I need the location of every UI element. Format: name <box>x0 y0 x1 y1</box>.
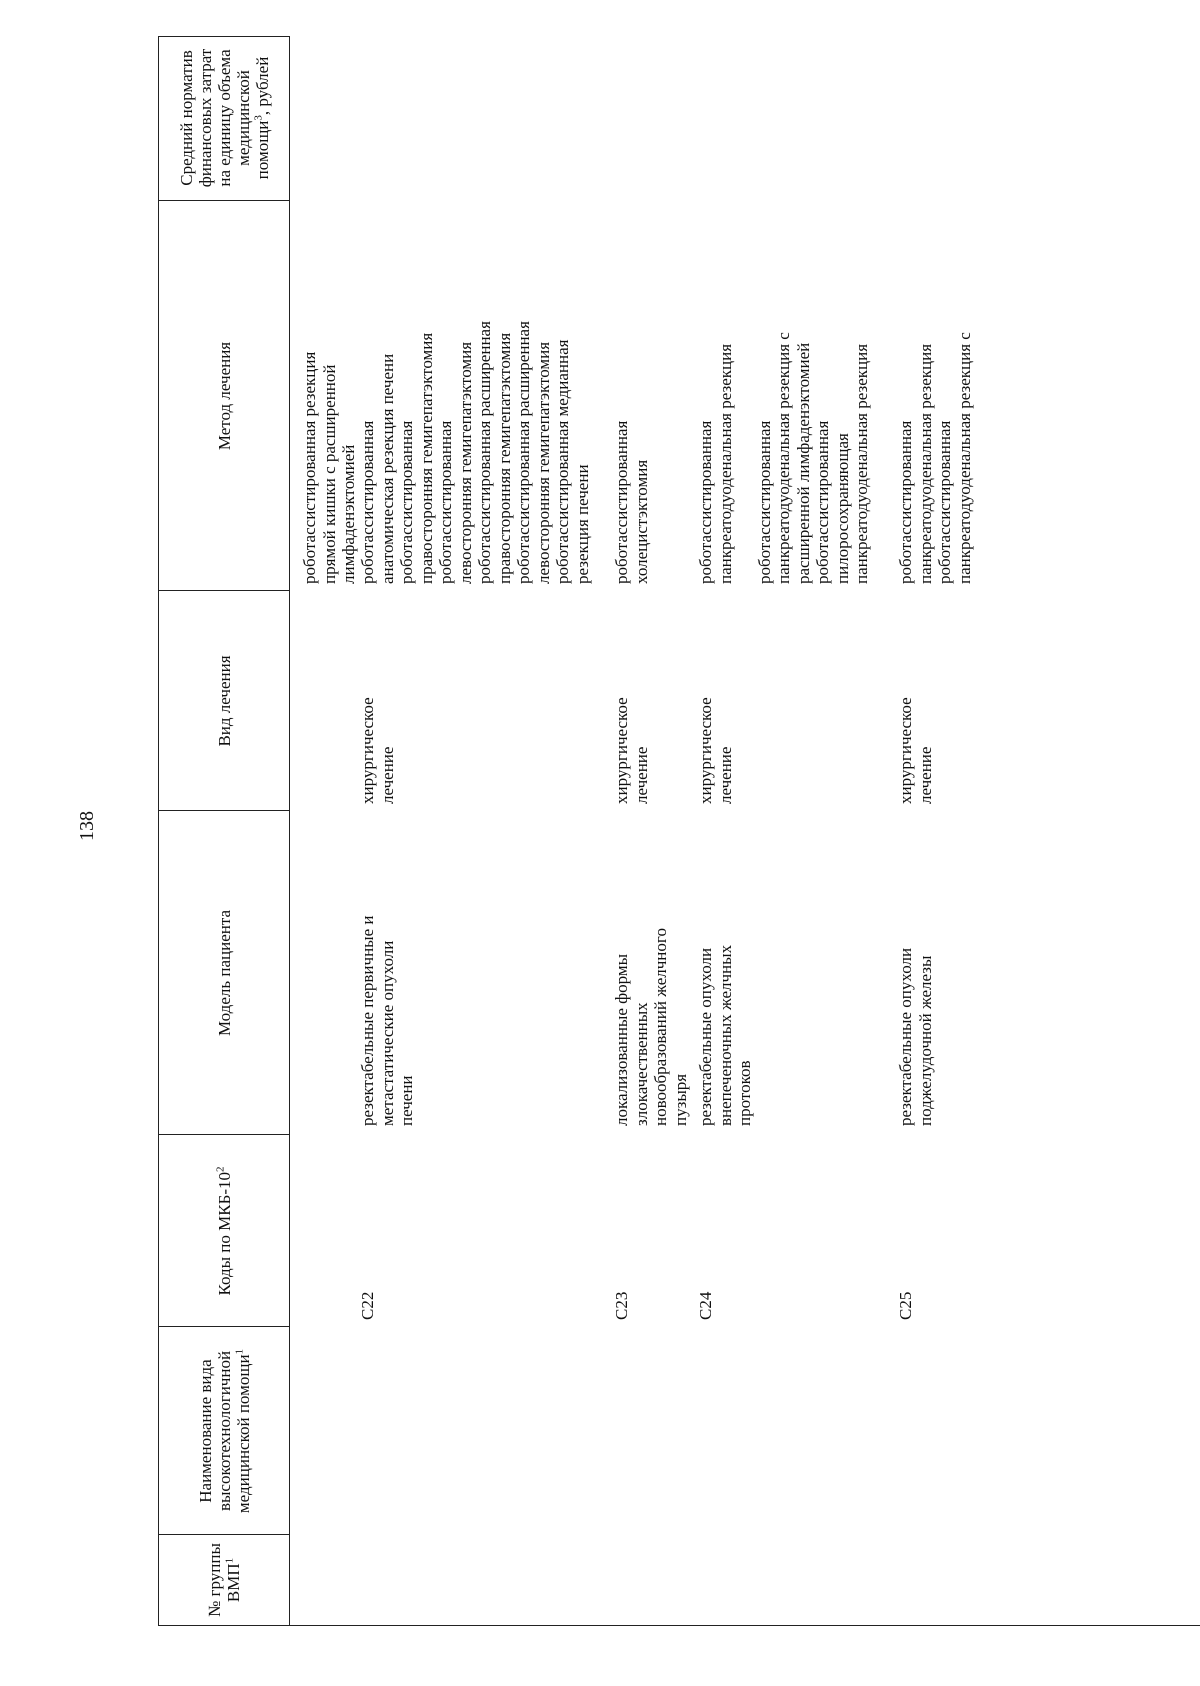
method-cell: роботассистированная анатомическая резекция печени роботассистированная правосторонняя гемигепатэктомия роботассистированная левосторонняя гемигепатэктомия роботассистированная расширенная правосторонняя гемигепатэктомия роботассистированная расширенная левосторонняя гемигепатэктомия роботассистированная медианная резекция печени <box>358 321 592 584</box>
method-cell: роботассистированная панкреатодуоденальная резекция роботассистированная панкреатодуоденальная резекция с расширенной лимфаденэктомией роботассистированная пилоросохраняющая панкреатодуоденальная резекция <box>696 332 871 584</box>
method-cell: роботассистированная панкреатодуоденальная резекция роботассистированная панкреатодуоденальная резекция с <box>896 332 974 584</box>
method-cell: роботассистированная холецистэктомия <box>612 420 651 584</box>
header-icd-codes: Коды по МКБ-$10^2$ <box>213 1166 234 1296</box>
treatment-kind-cell: хирургическое лечение <box>358 697 397 804</box>
method-cell: роботассистированная резекция прямой кишки с расширенной лимфаденэктомией <box>300 351 358 584</box>
header-care-type-name: Наименование вида высокотехнологичной медицинской помощи$^1$ <box>195 1348 253 1514</box>
table-header <box>158 36 290 1626</box>
header-treatment-kind: Вид лечения <box>214 655 234 747</box>
header-group-number: № группы ВМП$^1$ <box>205 1543 243 1617</box>
header-treatment-method: Метод лечения <box>214 341 234 451</box>
patient-model-cell: локализованные формы злокачественных новообразований желчного пузыря <box>612 928 690 1126</box>
patient-model-cell: резектабельные опухоли поджелудочной железы <box>896 947 935 1126</box>
treatment-kind-cell: хирургическое лечение <box>896 697 935 804</box>
header-patient-model: Модель пациента <box>214 909 234 1037</box>
icd-code-cell: C25 <box>896 1291 915 1320</box>
patient-model-cell: резектабельные первичные и метастатические опухоли печени <box>358 915 416 1126</box>
header-cost-standard: Средний норматив финансовых затрат на единицу объема медицинской помощи$^3$, рублей <box>176 48 272 188</box>
icd-code-cell: C22 <box>358 1291 377 1320</box>
patient-model-cell: резектабельные опухоли внепеченочных желчных протоков <box>696 944 754 1126</box>
treatment-kind-cell: хирургическое лечение <box>612 697 651 804</box>
icd-code-cell: C23 <box>612 1291 631 1320</box>
table-left-border <box>290 1625 1200 1626</box>
icd-code-cell: C24 <box>696 1291 715 1320</box>
treatment-kind-cell: хирургическое лечение <box>696 697 735 804</box>
page-number: 138 <box>76 811 98 841</box>
